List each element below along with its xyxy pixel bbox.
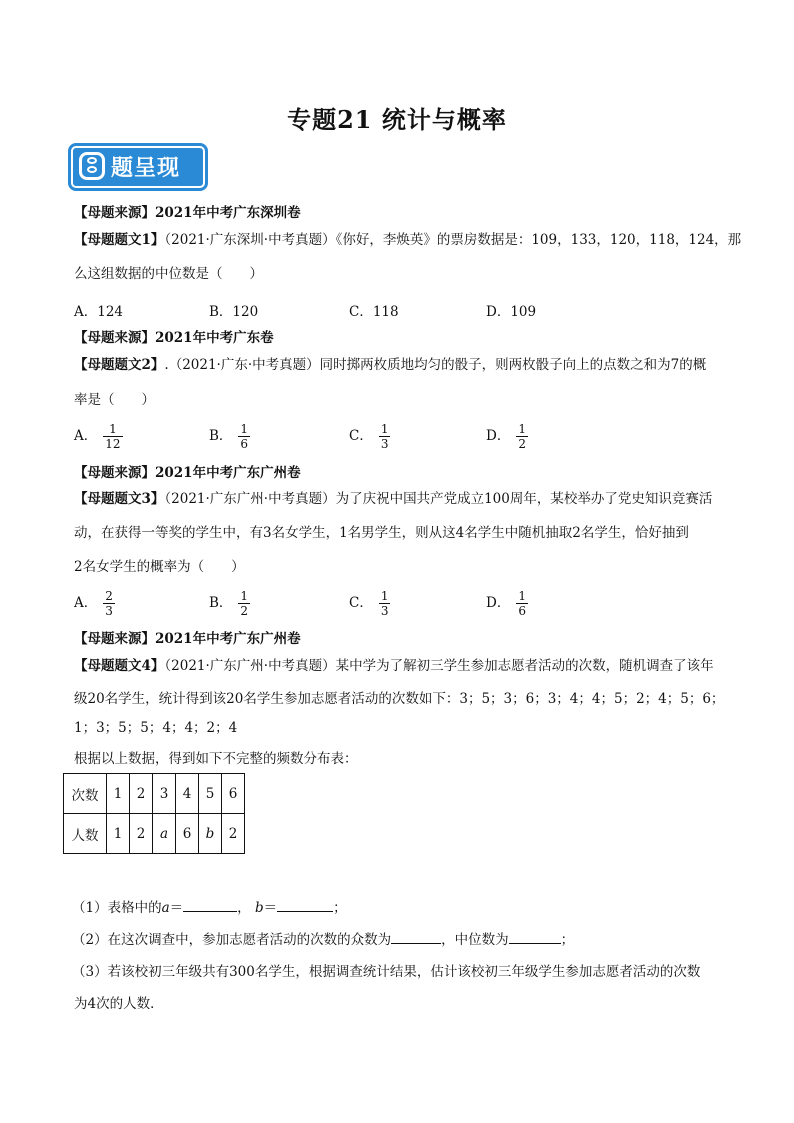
table-cell: 1 — [107, 774, 130, 814]
q3-tag: 【母题题文3】 — [74, 491, 165, 507]
q2-source: 【母题来源】2021年中考广东卷 — [74, 330, 274, 346]
q3-line3: 2名女学生的概率为（ ） — [74, 559, 245, 575]
answer-blank-median[interactable] — [509, 943, 561, 944]
q1-tag: 【母题题文1】 — [74, 232, 165, 248]
table-cell: 人数 — [64, 814, 107, 854]
q4-sub1: （1）表格中的a＝ ， b＝ ； — [72, 900, 347, 916]
q4-sub3-line1: （3）若该校初三年级共有300名学生，根据调查统计结果，估计该校初三年级学生参加志愿者活动的次数 — [72, 964, 701, 980]
q2-line1 — [74, 353, 706, 373]
q4-line4: 根据以上数据，得到如下不完整的频数分布表： — [74, 751, 358, 767]
q3-text1: （2021·广东广州·中考真题）为了庆祝中国共产党成立100周年，某校举办了党史知识竞赛活 — [164, 491, 713, 507]
q2-option-c: C． $\frac{1}{3}$ — [349, 422, 389, 451]
q4-sub2: （2）在这次调查中，参加志愿者活动的次数的众数为 ，中位数为 ； — [72, 932, 575, 948]
answer-blank-a[interactable] — [183, 911, 237, 912]
q4-tag: 【母题题文4】 — [74, 658, 165, 674]
q2-text1: .（2021·广东·中考真题）同时掷两枚质地均匀的骰子，则两枚骰子向上的点数之和为7的概 — [164, 357, 707, 373]
q3-source: 【母题来源】2021年中考广东广州卷 — [74, 465, 301, 481]
q4-line2: 级20名学生，统计得到该20名学生参加志愿者活动的次数如下：3；5；3；6；3；4；4；5；2；4；5；6； — [74, 691, 725, 707]
table-cell: b — [199, 814, 222, 854]
q2-option-a: A． $\frac{1}{12}$ — [74, 422, 121, 451]
q3-option-a: A． $\frac{2}{3}$ — [74, 589, 113, 618]
q3-option-d: D． $\frac{1}{6}$ — [486, 589, 526, 618]
table-cell: 2 — [222, 814, 245, 854]
q3-option-c: C． $\frac{1}{3}$ — [349, 589, 389, 618]
q4-sub3-line2: 为4次的人数． — [74, 996, 164, 1012]
section-badge — [71, 146, 205, 188]
table-cell: 次数 — [64, 774, 107, 814]
answer-blank-b[interactable] — [277, 911, 333, 912]
q1-option-d: D．109 — [486, 304, 537, 320]
q1-option-c: C．118 — [349, 304, 399, 320]
q4-source: 【母题来源】2021年中考广东广州卷 — [74, 631, 301, 647]
table-cell: 1 — [107, 814, 130, 854]
table-cell: 5 — [199, 774, 222, 814]
q4-line3: 1；3；5；5；4；4；2；4 — [74, 720, 238, 736]
q2-option-d: D． $\frac{1}{2}$ — [486, 422, 526, 451]
badge-label: 题呈现 — [111, 156, 181, 181]
table-cell: 2 — [130, 774, 153, 814]
q2-line2: 率是（ ） — [74, 392, 155, 408]
q2-option-b: B． $\frac{1}{6}$ — [209, 422, 249, 451]
table-cell: 6 — [176, 814, 199, 854]
q3-line2: 动，在获得一等奖的学生中，有3名女学生，1名男学生，则从这4名学生中随机抽取2名学生，恰好抽到 — [74, 525, 689, 541]
table-cell: 3 — [153, 774, 176, 814]
q3-line1 — [74, 487, 712, 507]
frequency-table — [63, 773, 245, 854]
q4-line1 — [74, 654, 714, 674]
table-cell: 6 — [222, 774, 245, 814]
badge-icon — [79, 152, 105, 180]
q3-option-b: B． $\frac{1}{2}$ — [209, 589, 249, 618]
q1-text1: （2021·广东深圳·中考真题）《你好，李焕英》的票房数据是：109，133，120，118，124，那 — [164, 232, 742, 248]
q2-tag: 【母题题文2】 — [74, 357, 165, 373]
q1-line1 — [74, 228, 741, 248]
table-cell: a — [153, 814, 176, 854]
table-row — [64, 774, 245, 814]
q1-option-b: B．120 — [209, 304, 259, 320]
table-row — [64, 814, 245, 854]
answer-blank-mode[interactable] — [391, 943, 441, 944]
page-title: 专题21 统计与概率 — [287, 105, 507, 134]
table-cell: 2 — [130, 814, 153, 854]
table-cell: 4 — [176, 774, 199, 814]
q1-source: 【母题来源】2021年中考广东深圳卷 — [74, 205, 301, 221]
q1-line2: 么这组数据的中位数是（ ） — [74, 266, 263, 282]
q4-text1: （2021·广东广州·中考真题）某中学为了解初三学生参加志愿者活动的次数，随机调查了该年 — [164, 658, 714, 674]
q1-option-a: A．124 — [74, 304, 124, 320]
